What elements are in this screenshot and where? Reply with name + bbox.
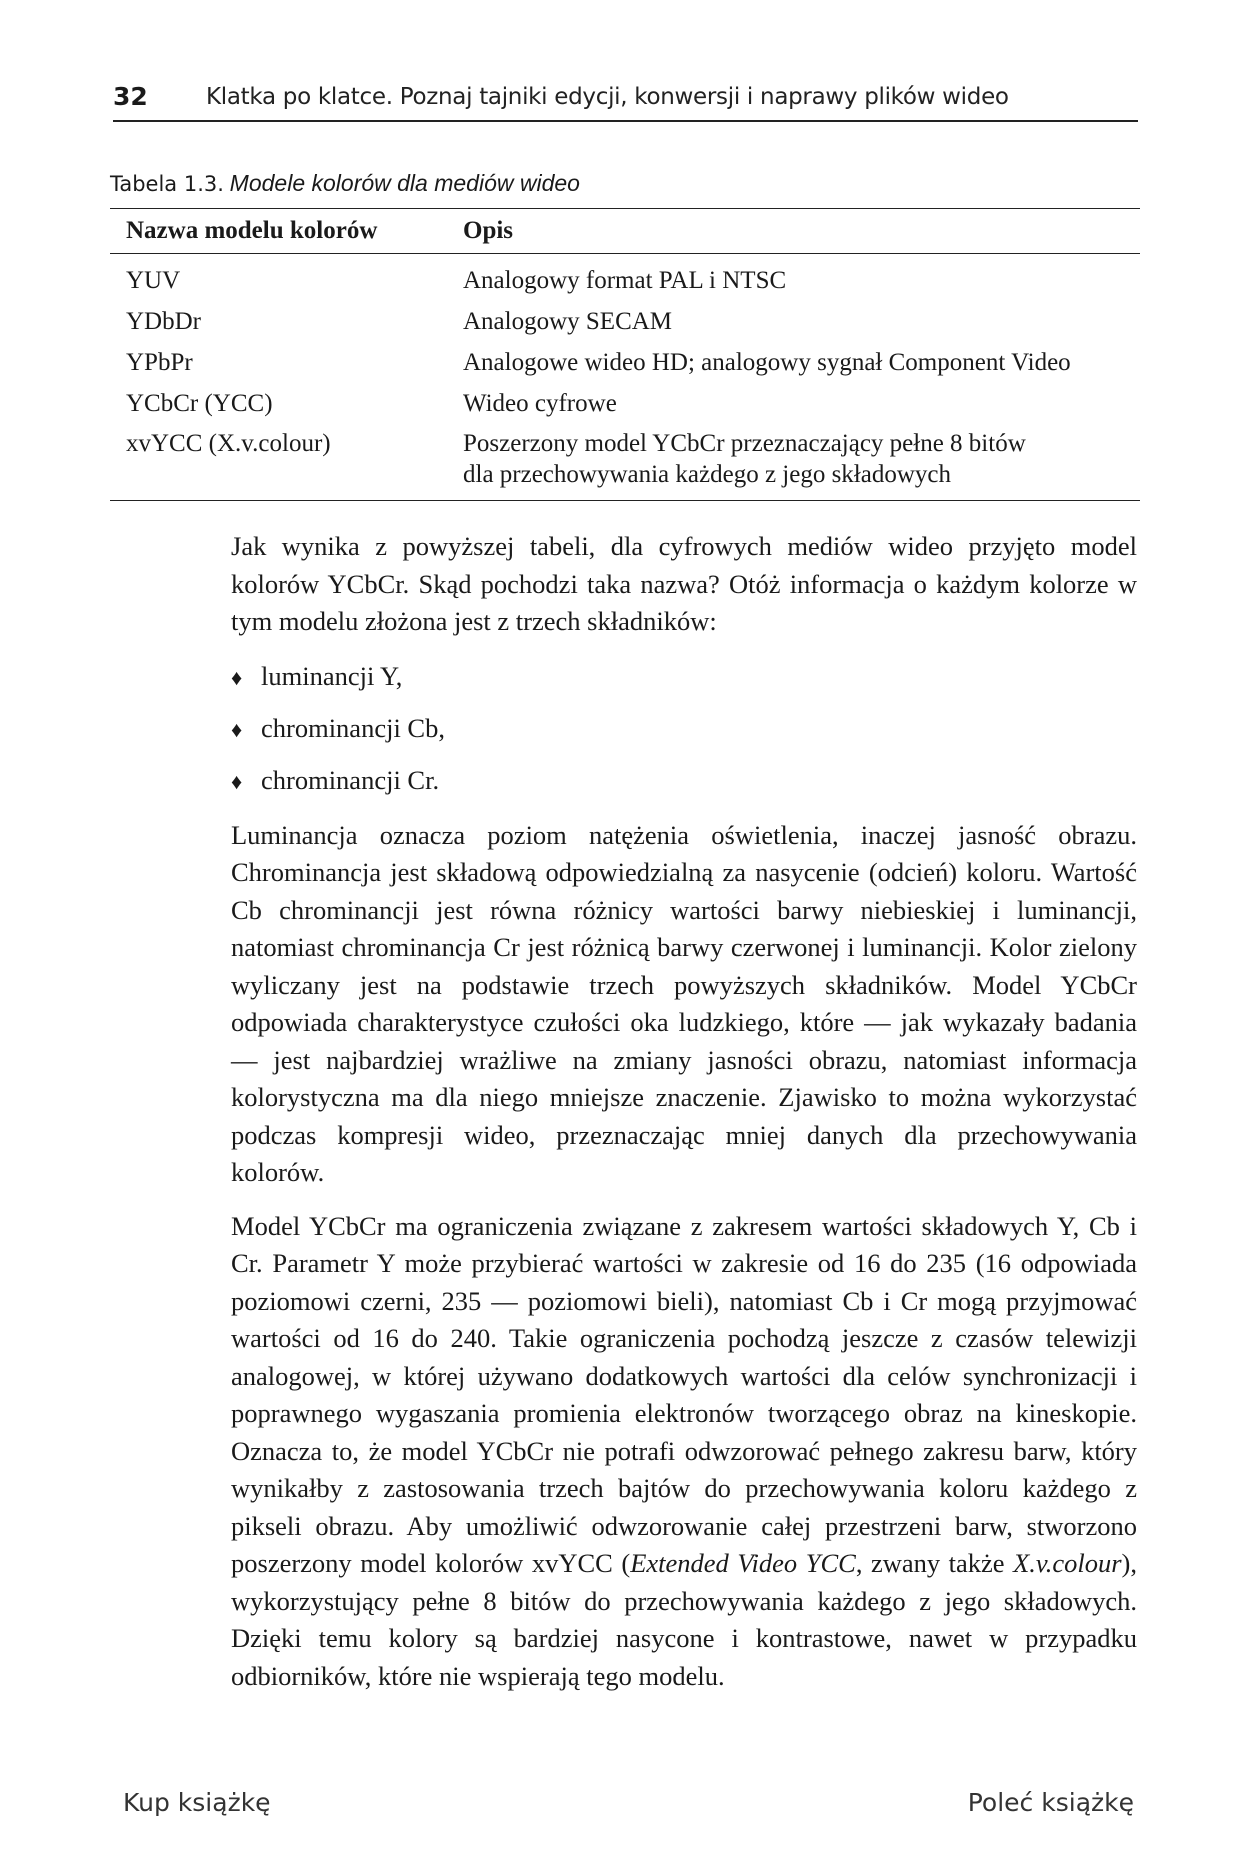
description-cell: Analogowe wideo HD; analogowy sygnał Component Video <box>463 349 1071 376</box>
body-text <box>231 528 1137 1711</box>
list-item <box>231 657 1137 697</box>
table-header-row <box>110 209 1140 254</box>
recommend-book-link[interactable]: Poleć książkę <box>967 1788 1134 1817</box>
emphasis-text: Extended Video YCC <box>630 1548 856 1578</box>
description-line-1: Poszerzony model YCbCr przeznaczający pełne 8 bitów <box>463 430 1026 457</box>
list-item <box>231 761 1137 801</box>
column-header-model: Nazwa modelu kolorów <box>110 209 447 254</box>
table-caption <box>110 170 580 197</box>
description-cell: Analogowy format PAL i NTSC <box>463 267 787 294</box>
paragraph-text: Model YCbCr ma ograniczenia związane z zakresem wartości składowych Y, Cb i Cr. Parametr Y może przybierać wartości w zakresie od 16 do 235 (16 odpowiada poziomowi czerni, 235 — poziomowi bieli), natomiast Cb i Cr mogą przyjmować wartości od 16 do 240. Takie ograniczenia pochodzą jeszcze z czasów telewizji analogowej, w której używano dodatkowych wartości dla celów synchronizacji i poprawnego wygaszania promienia elektronów tworzącego obraz na kineskopie. Oznacza to, że model YCbCr nie potrafi odwzorować pełnego zakresu barw, który wynikałby z zastosowania trzech bajtów do przechowywania koloru każdego z pikseli obrazu. Aby umożliwić odwzorowanie całej przestrzeni barw, stworzono poszerzony model kolorów xvYCC ( <box>231 1210 1137 1578</box>
buy-book-link[interactable]: Kup książkę <box>123 1788 271 1817</box>
table-row <box>110 342 1140 383</box>
model-name-cell: xvYCC (X.v.colour) <box>110 424 447 501</box>
table-row <box>110 301 1140 342</box>
page-header <box>113 82 1138 122</box>
emphasis-text: X.v.colour <box>1013 1548 1122 1578</box>
list-item-text: chrominancji Cr. <box>261 764 440 795</box>
list-item-text: chrominancji Cb, <box>261 712 445 743</box>
description-cell <box>447 424 1140 501</box>
color-models-table <box>110 208 1140 501</box>
diamond-bullet-icon: ♦ <box>231 664 243 690</box>
model-name-cell: YCbCr (YCC) <box>126 390 273 417</box>
table-row <box>110 383 1140 424</box>
table-caption-label: Tabela 1.3. <box>110 172 224 196</box>
intro-paragraph: Jak wynika z powyższej tabeli, dla cyfrowych mediów wideo przyjęto model kolorów YCbCr. Skąd pochodzi taka nazwa? Otóż informacja o każdym kolorze w tym modelu złożona jest z trzech składników: <box>231 531 1137 636</box>
model-name-cell: YUV <box>126 267 181 294</box>
component-list <box>231 657 1137 801</box>
table-row <box>110 424 1140 501</box>
luminance-paragraph: Luminancja oznacza poziom natężenia oświetlenia, inaczej jasność obrazu. Chrominancja jest składową odpowiedzialną za nasycenie (odcień) koloru. Wartość Cb chrominancji jest równa różnicy wartości barwy niebieskiej i luminancji, natomiast chrominancja Cr jest różnicą barwy czerwonej i luminancji. Kolor zielony wyliczany jest na podstawie trzech powyższych składników. Model YCbCr odpowiada charakterystyce czułości oka ludzkiego, które — jak wykazały badania — jest najbardziej wrażliwe na zmiany jasności obrazu, natomiast informacja kolorystyczna ma dla niego mniejsze znaczenie. Zjawisko to można wykorzystać podczas kompresji wideo, przeznaczając mniej danych dla przechowywania kolorów. <box>231 819 1137 1187</box>
diamond-bullet-icon: ♦ <box>231 768 243 794</box>
model-name-cell: YDbDr <box>126 308 201 335</box>
table-caption-text: Modele kolorów dla mediów wideo <box>229 170 580 196</box>
table-row <box>110 254 1140 302</box>
page-number: 32 <box>113 82 148 111</box>
column-header-description: Opis <box>447 209 1140 254</box>
list-item <box>231 709 1137 749</box>
running-title: Klatka po klatce. Poznaj tajniki edycji, konwersji i naprawy plików wideo <box>206 84 1009 110</box>
list-item-text: luminancji Y, <box>261 660 403 691</box>
paragraph-text: , zwany także <box>855 1548 1014 1578</box>
description-line-2: dla przechowywania każdego z jego składowych <box>463 461 952 488</box>
description-cell: Wideo cyfrowe <box>463 390 617 417</box>
description-cell: Analogowy SECAM <box>463 308 673 335</box>
limits-paragraph <box>231 1208 1137 1696</box>
paragraph-text: ), wykorzystujący pełne 8 bitów do przechowywania każdego z jego składowych. Dzięki temu kolory są bardziej nasycone i kontrastowe, nawet w przypadku odbiorników, które nie wspierają tego modelu. <box>231 1548 1137 1691</box>
model-name-cell: YPbPr <box>126 349 193 376</box>
diamond-bullet-icon: ♦ <box>231 716 243 742</box>
